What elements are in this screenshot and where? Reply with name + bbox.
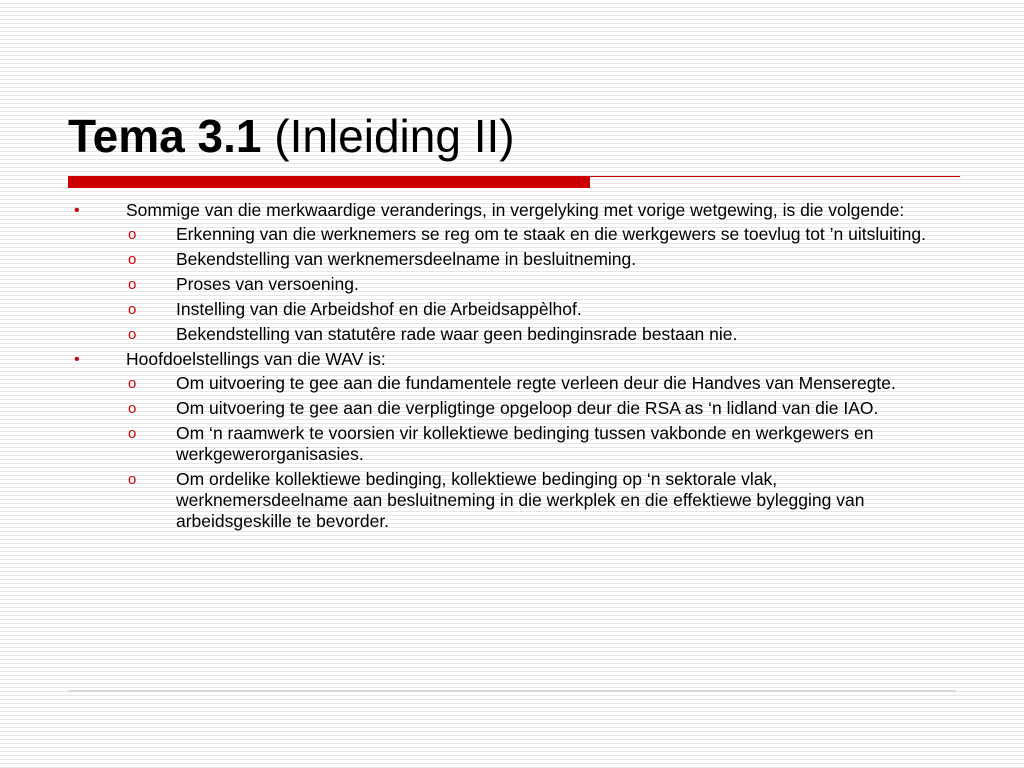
sub-item-text: Om ‘n raamwerk te voorsien vir kollektiewe bedinging tussen vakbonde en werkgewers en werkgewerorganisasies. — [176, 423, 874, 464]
sub-item — [126, 398, 952, 419]
bullet-marker: • — [74, 202, 80, 219]
title-accent-bar — [68, 176, 590, 188]
sub-item-text: Bekendstelling van werknemersdeelname in besluitneming. — [176, 249, 637, 269]
sub-item-text: Om ordelike kollektiewe bedinging, kollektiewe bedinging op ‘n sektorale vlak, werknemersdeelname aan besluitneming in die werkplek en die effektiewe bylegging van arbeidsgeskille te bevorder. — [176, 469, 865, 531]
sub-marker: o — [128, 375, 137, 392]
bullet-item — [72, 200, 952, 345]
sub-item-text: Bekendstelling van statutêre rade waar geen bedinginsrade bestaan nie. — [176, 324, 738, 344]
sub-marker: o — [128, 251, 137, 268]
slide-title-rest: (Inleiding II) — [261, 110, 515, 162]
sub-item — [126, 324, 952, 345]
bullet-text: Sommige van die merkwaardige veranderings, in vergelyking met vorige wetgewing, is die volgende: — [126, 200, 905, 220]
sub-marker: o — [128, 226, 137, 243]
footer-divider — [68, 690, 956, 692]
sub-item — [126, 469, 952, 532]
bullet-item — [72, 349, 952, 532]
bullet-marker: • — [74, 351, 80, 368]
sub-marker: o — [128, 425, 137, 442]
sub-marker: o — [128, 400, 137, 417]
sub-list — [126, 373, 952, 532]
sub-marker: o — [128, 276, 137, 293]
sub-item — [126, 249, 952, 270]
sub-item — [126, 274, 952, 295]
bullet-text: Hoofdoelstellings van die WAV is: — [126, 349, 386, 369]
sub-marker: o — [128, 301, 137, 318]
sub-item-text: Instelling van die Arbeidshof en die Arbeidsappèlhof. — [176, 299, 582, 319]
sub-item-text: Om uitvoering te gee aan die verpligtinge opgeloop deur die RSA as ‘n lidland van die IAO. — [176, 398, 879, 418]
sub-item-text: Erkenning van die werknemers se reg om te staak en die werkgewers se toevlug tot ’n uitsluiting. — [176, 224, 926, 244]
sub-marker: o — [128, 326, 137, 343]
sub-item — [126, 299, 952, 320]
sub-marker: o — [128, 471, 137, 488]
sub-list — [126, 224, 952, 345]
title-accent-line — [590, 176, 960, 177]
sub-item-text: Proses van versoening. — [176, 274, 359, 294]
sub-item — [126, 423, 952, 465]
sub-item — [126, 373, 952, 394]
slide-content — [72, 200, 952, 536]
slide-title-bold: Tema 3.1 — [68, 110, 262, 162]
sub-item — [126, 224, 952, 245]
slide-title — [68, 108, 515, 164]
sub-item-text: Om uitvoering te gee aan die fundamentele regte verleen deur die Handves van Menseregte. — [176, 373, 896, 393]
